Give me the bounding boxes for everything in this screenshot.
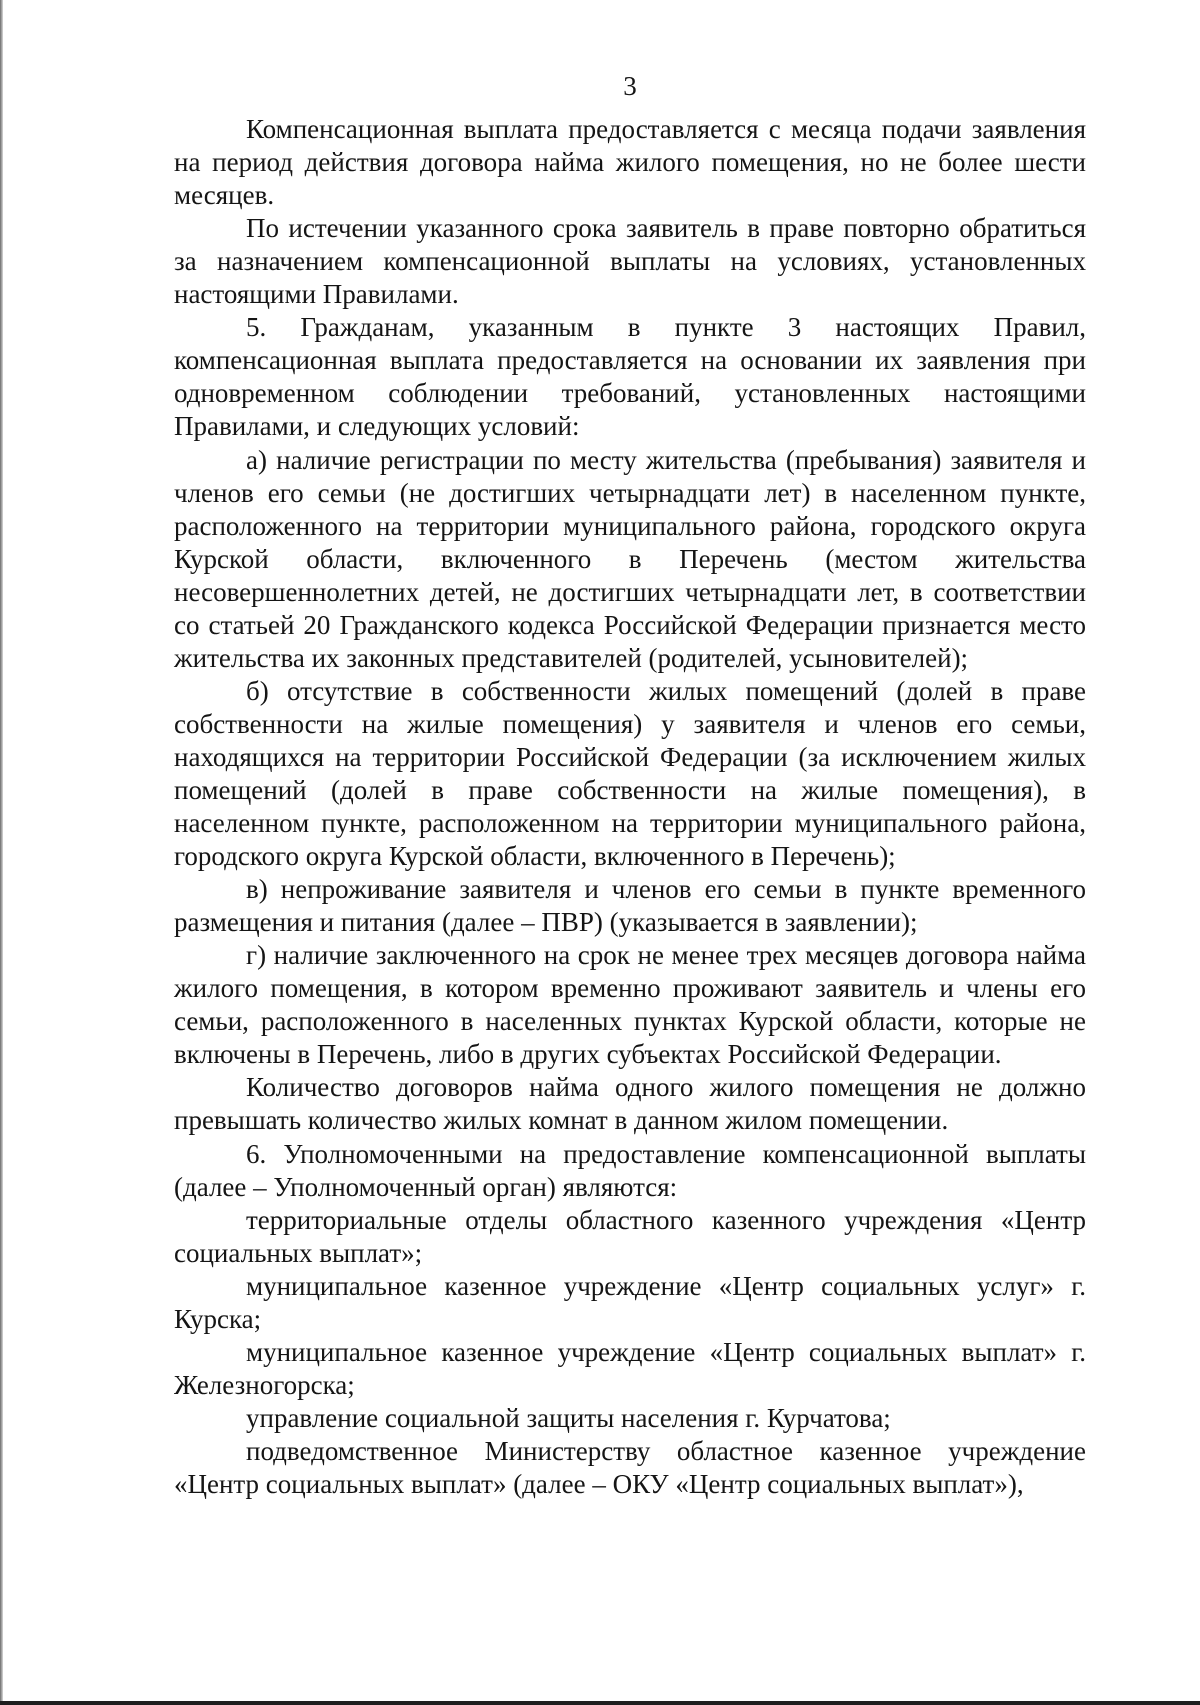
paragraph-12: муниципальное казенное учреждение «Центр социальных выплат» г. Железногорска; <box>174 1336 1086 1400</box>
paragraph-7: г) наличие заключенного на срок не менее трех месяцев договора найма жилого помещения, в котором временно проживают заявитель и члены его семьи, расположенного в населенных пунктах Курской области, которые не включены в Перечень, либо в других субъектах Российской Федерации. <box>174 940 1086 1070</box>
paragraph-10: территориальные отделы областного казенного учреждения «Центр социальных выплат»; <box>174 1204 1086 1268</box>
paragraph-13: управление социальной защиты населения г. Курчатова; <box>246 1402 891 1433</box>
paragraph-6: в) непроживание заявителя и членов его семьи в пункте временного размещения и питания (далее – ПВР) (указывается в заявлении); <box>174 874 1086 938</box>
paragraph-5: б) отсутствие в собственности жилых помещений (долей в праве собственности на жилые помещения) у заявителя и членов его семьи, находящихся на территории Российской Федерации (за исключением жилых помещений (долей в праве собственности на жилые помещения), в населенном пункте, расположенном на территории муниципального района, городского округа Курской области, включенного в Перечень); <box>174 675 1086 872</box>
paragraph-8: Количество договоров найма одного жилого помещения не должно превышать количество жилых комнат в данном жилом помещении. <box>174 1072 1086 1136</box>
paragraph-2: По истечении указанного срока заявитель в праве повторно обратиться за назначением компенсационной выплаты на условиях, установленных настоящими Правилами. <box>174 213 1086 310</box>
paragraph-3: 5. Гражданам, указанным в пункте 3 настоящих Правил, компенсационная выплата предоставляется на основании их заявления при одновременном соблюдении требований, установленных настоящими Правилами, и следующих условий: <box>174 312 1086 442</box>
paragraph-11: муниципальное казенное учреждение «Центр социальных услуг» г. Курска; <box>174 1270 1086 1334</box>
paragraph-1: Компенсационная выплата предоставляется с месяца подачи заявления на период действия договора найма жилого помещения, но не более шести месяцев. <box>174 114 1086 211</box>
scan-edge-bottom <box>0 1701 1200 1705</box>
paragraph-14: подведомственное Министерству областное казенное учреждение «Центр социальных выплат» (далее – ОКУ «Центр социальных выплат»), <box>174 1435 1086 1499</box>
paragraph-9: 6. Уполномоченными на предоставление компенсационной выплаты (далее – Уполномоченный орган) являются: <box>174 1138 1086 1202</box>
document-page <box>174 70 1086 1501</box>
scan-edge-left <box>0 0 3 1705</box>
paragraph-4: а) наличие регистрации по месту жительства (пребывания) заявителя и членов его семьи (не достигших четырнадцати лет) в населенном пункте, расположенного на территории муниципального района, городского округа Курской области, включенного в Перечень (местом жительства несовершеннолетних детей, не достигших четырнадцати лет, в соответствии со статьей 20 Гражданского кодекса Российской Федерации признается место жительства их законных представителей (родителей, усыновителей); <box>174 444 1086 673</box>
page-number: 3 <box>623 71 637 101</box>
